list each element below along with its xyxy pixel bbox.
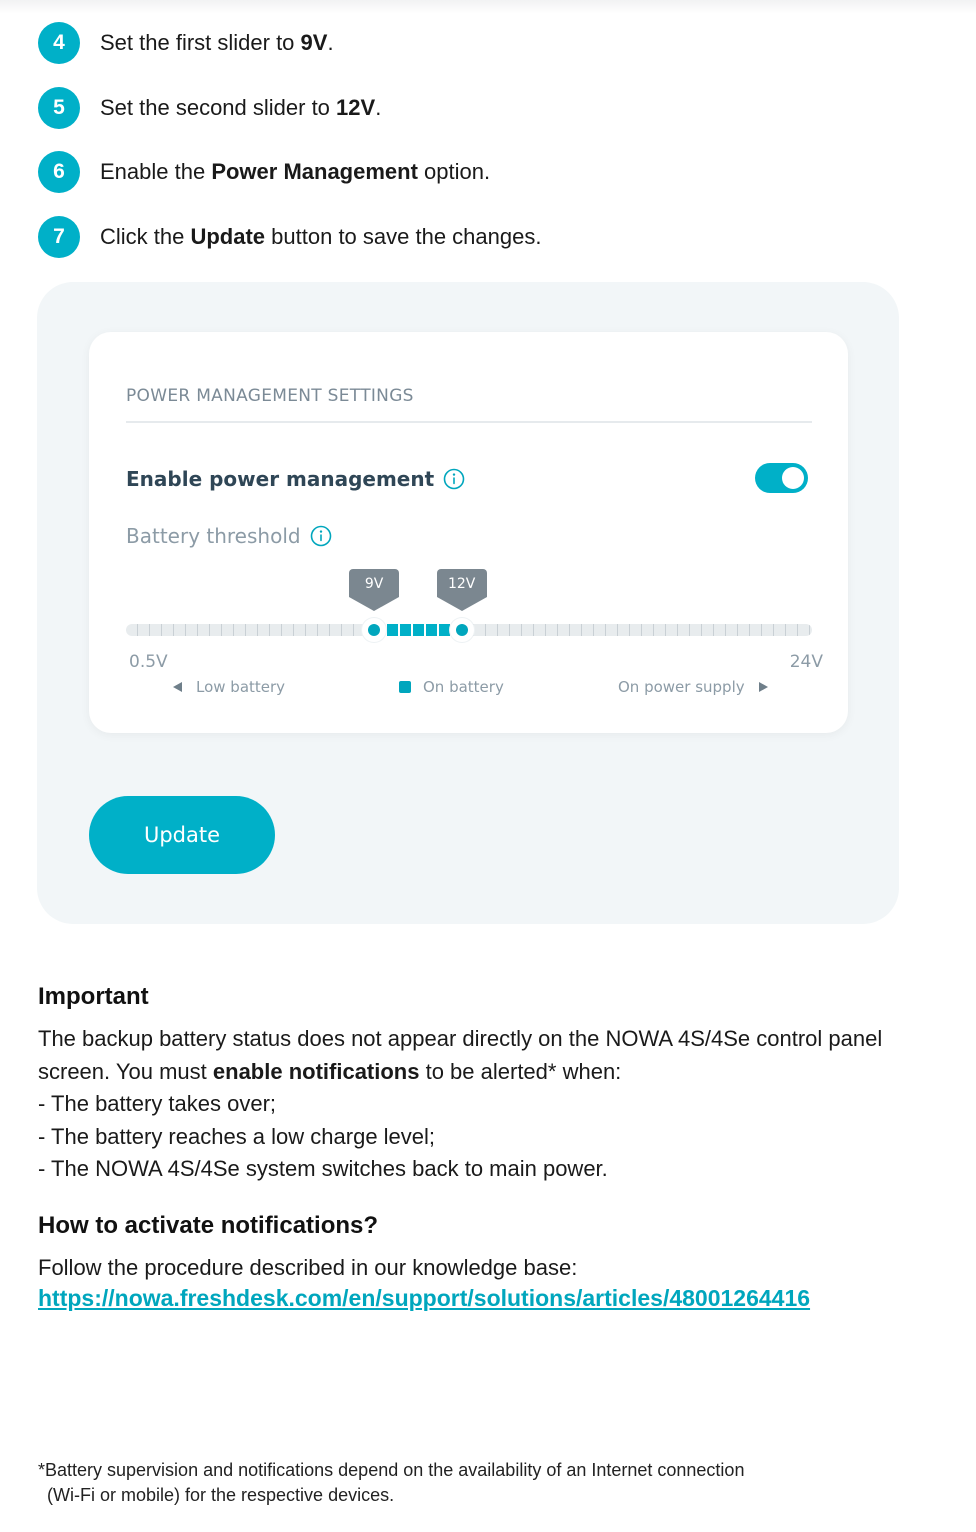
info-icon[interactable] bbox=[310, 525, 332, 547]
legend-mid-label: On battery bbox=[423, 678, 504, 696]
legend-low-label: Low battery bbox=[196, 678, 286, 696]
step-7 bbox=[38, 216, 541, 258]
knowledge-base-link[interactable]: https://nowa.freshdesk.com/en/support/solutions/articles/48001264416 bbox=[38, 1285, 811, 1311]
step-4 bbox=[38, 22, 334, 64]
step-number: 7 bbox=[38, 216, 80, 258]
important-item: - The battery reaches a low charge level; bbox=[38, 1123, 436, 1149]
chevron-left-icon bbox=[173, 682, 182, 692]
power-management-toggle[interactable] bbox=[755, 463, 808, 493]
toggle-knob bbox=[782, 467, 804, 489]
legend-on-battery bbox=[399, 678, 504, 696]
update-button[interactable]: Update bbox=[89, 796, 275, 874]
card-title: POWER MANAGEMENT SETTINGS bbox=[126, 386, 414, 406]
important-text: The backup battery status does not appear directly on the NOWA 4S/4Se control panel screen. You must enable notifications to be alerted* when: - The battery takes over; - The battery reaches a low charge level; - The NOWA 4S/4Se system switches back to main power. bbox=[38, 1026, 883, 1181]
step-text: Enable the Power Management option. bbox=[100, 159, 491, 184]
enable-power-management-label: Enable power management bbox=[126, 467, 435, 491]
activate-heading: How to activate notifications? bbox=[38, 1212, 379, 1239]
step-number: 4 bbox=[38, 22, 80, 64]
low-slider-handle[interactable] bbox=[362, 618, 386, 642]
high-threshold-tag bbox=[437, 569, 487, 611]
high-slider-handle[interactable] bbox=[450, 618, 474, 642]
step-text: Click the Update button to save the changes. bbox=[100, 224, 542, 249]
step-text: Set the first slider to 9V. bbox=[100, 30, 334, 55]
battery-threshold-label: Battery threshold bbox=[126, 524, 301, 548]
divider bbox=[126, 421, 812, 423]
legend-low-battery bbox=[173, 678, 285, 696]
power-management-card bbox=[89, 332, 848, 733]
footnote: *Battery supervision and notifications depend on the availability of an Internet connection (Wi-Fi or mobile) for the respective devices. bbox=[38, 1460, 745, 1505]
step-text: Set the second slider to 12V. bbox=[100, 95, 382, 120]
slider-min-label: 0.5V bbox=[129, 652, 168, 672]
chevron-right-icon bbox=[759, 682, 768, 692]
important-heading: Important bbox=[38, 983, 149, 1010]
important-item: - The battery takes over; bbox=[38, 1091, 277, 1116]
legend-on-power-supply bbox=[618, 678, 768, 696]
step-number: 5 bbox=[38, 87, 80, 129]
battery-threshold-row bbox=[126, 524, 332, 548]
low-threshold-tag bbox=[349, 569, 399, 611]
important-item: - The NOWA 4S/4Se system switches back to main power. bbox=[38, 1156, 608, 1181]
step-5 bbox=[38, 87, 381, 129]
slider-max-label: 24V bbox=[789, 652, 823, 672]
battery-threshold-slider[interactable] bbox=[126, 624, 812, 636]
top-shadow bbox=[0, 0, 976, 14]
high-threshold-value: 12V bbox=[447, 576, 476, 592]
legend-high-label: On power supply bbox=[618, 678, 745, 696]
enable-power-management-row bbox=[126, 467, 465, 491]
on-battery-swatch bbox=[399, 681, 411, 693]
low-threshold-value: 9V bbox=[364, 576, 384, 592]
info-icon[interactable] bbox=[443, 468, 465, 490]
step-6 bbox=[38, 151, 490, 193]
step-number: 6 bbox=[38, 151, 80, 193]
activate-text: Follow the procedure described in our knowledge base: bbox=[38, 1255, 578, 1280]
slider-range-fill bbox=[374, 624, 462, 636]
